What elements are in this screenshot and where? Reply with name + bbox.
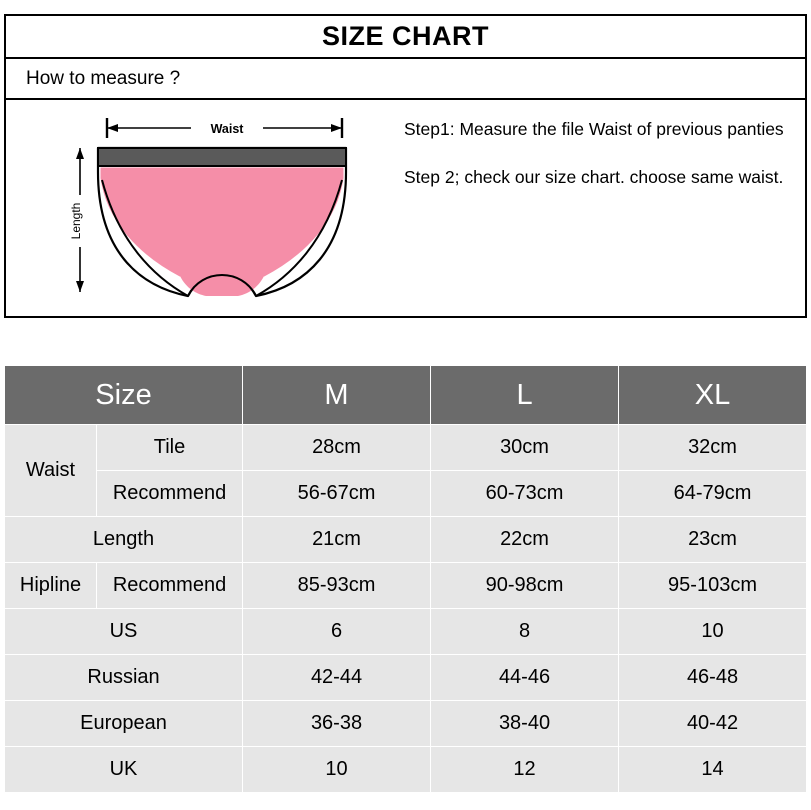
column-header-size: Size bbox=[5, 366, 243, 425]
row-label-european: European bbox=[5, 701, 243, 747]
svg-text:Length: Length bbox=[69, 202, 83, 240]
column-header-m: M bbox=[243, 366, 431, 425]
row-sub-recommend-hipline: Recommend bbox=[97, 563, 243, 609]
row-sub-recommend-waist: Recommend bbox=[97, 471, 243, 517]
step-2-text: Step 2; check our size chart. choose same waist. bbox=[404, 167, 784, 187]
panties-illustration-icon bbox=[6, 100, 396, 314]
row-sub-tile: Tile bbox=[97, 425, 243, 471]
row-label-us: US bbox=[5, 609, 243, 655]
row-label-length: Length bbox=[5, 517, 243, 563]
row-label-russian: Russian bbox=[5, 655, 243, 701]
measure-instructions-band bbox=[4, 100, 807, 318]
row-label-waist: Waist bbox=[5, 425, 97, 517]
cell-waist-tile-xl: 32cm bbox=[619, 425, 807, 471]
cell-uk-m: 10 bbox=[243, 747, 431, 793]
table-header-row bbox=[5, 366, 807, 425]
size-table-wrap bbox=[4, 365, 807, 793]
size-table bbox=[4, 365, 807, 793]
step-2 bbox=[404, 160, 795, 194]
steps-text bbox=[396, 100, 805, 316]
column-header-l: L bbox=[431, 366, 619, 425]
cell-hipline-xl: 95-103cm bbox=[619, 563, 807, 609]
cell-russian-l: 44-46 bbox=[431, 655, 619, 701]
cell-russian-m: 42-44 bbox=[243, 655, 431, 701]
table-row bbox=[5, 747, 807, 793]
page-title: SIZE CHART bbox=[322, 21, 489, 51]
row-label-uk: UK bbox=[5, 747, 243, 793]
how-to-measure-label: How to measure ? bbox=[26, 67, 181, 89]
table-row bbox=[5, 563, 807, 609]
svg-text:Waist: Waist bbox=[210, 122, 244, 136]
cell-waist-rec-m: 56-67cm bbox=[243, 471, 431, 517]
cell-hipline-m: 85-93cm bbox=[243, 563, 431, 609]
cell-waist-tile-m: 28cm bbox=[243, 425, 431, 471]
panties-diagram bbox=[6, 100, 396, 316]
cell-european-m: 36-38 bbox=[243, 701, 431, 747]
step-1-text: Step1: Measure the file Waist of previous panties bbox=[404, 119, 784, 139]
cell-us-m: 6 bbox=[243, 609, 431, 655]
cell-waist-rec-l: 60-73cm bbox=[431, 471, 619, 517]
table-row bbox=[5, 655, 807, 701]
cell-european-xl: 40-42 bbox=[619, 701, 807, 747]
title-band bbox=[4, 14, 807, 59]
row-label-hipline: Hipline bbox=[5, 563, 97, 609]
cell-us-xl: 10 bbox=[619, 609, 807, 655]
cell-waist-tile-l: 30cm bbox=[431, 425, 619, 471]
cell-us-l: 8 bbox=[431, 609, 619, 655]
table-row bbox=[5, 517, 807, 563]
cell-waist-rec-xl: 64-79cm bbox=[619, 471, 807, 517]
cell-length-l: 22cm bbox=[431, 517, 619, 563]
cell-length-xl: 23cm bbox=[619, 517, 807, 563]
column-header-xl: XL bbox=[619, 366, 807, 425]
table-row bbox=[5, 609, 807, 655]
table-row bbox=[5, 425, 807, 471]
cell-uk-l: 12 bbox=[431, 747, 619, 793]
table-row bbox=[5, 471, 807, 517]
cell-hipline-l: 90-98cm bbox=[431, 563, 619, 609]
cell-length-m: 21cm bbox=[243, 517, 431, 563]
table-row bbox=[5, 701, 807, 747]
cell-european-l: 38-40 bbox=[431, 701, 619, 747]
cell-uk-xl: 14 bbox=[619, 747, 807, 793]
cell-russian-xl: 46-48 bbox=[619, 655, 807, 701]
step-1 bbox=[404, 112, 795, 146]
how-to-measure-band bbox=[4, 59, 807, 100]
